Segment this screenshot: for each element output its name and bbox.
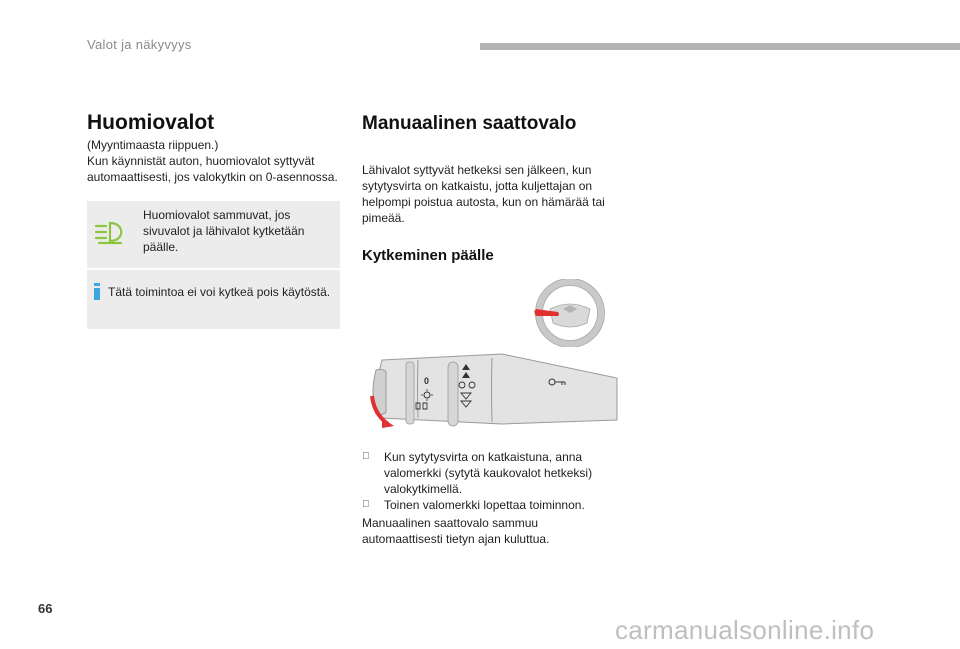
- checkbox-bullet-icon: [362, 497, 372, 513]
- stalk-position-zero-label: 0: [424, 376, 430, 386]
- section-title: Valot ja näkyvyys: [87, 37, 192, 52]
- subheading-switch-on: Kytkeminen päälle: [362, 247, 494, 264]
- paragraph-guide-me-home: Lähivalot syttyvät hetkeksi sen jälkeen, kun sytytysvirta on katkaistu, jotta kuljettajan on helpompi poistua autosta, kun on hämärää tai pimeää.: [362, 163, 605, 225]
- daytime-running-lamp-icon: [94, 220, 128, 246]
- paragraph-auto-off: Manuaalinen saattovalo sammuu automaattisesti tietyn ajan kuluttua.: [362, 516, 550, 546]
- paragraph-country: (Myyntimaasta riippuen.): [87, 138, 219, 152]
- paragraph-daytime-lights: Kun käynnistät auton, huomiovalot syttyvät automaattisesti, jos valokytkin on 0-asennossa.: [87, 154, 338, 184]
- bullet-text: Kun sytytysvirta on katkaistuna, anna valomerkki (sytytä kaukovalot hetkeksi) valokytkimellä.: [384, 450, 593, 496]
- note-lights-off: Huomiovalot sammuvat, jos sivuvalot ja lähivalot kytketään päälle.: [143, 208, 305, 254]
- info-icon: [94, 283, 100, 300]
- checkbox-bullet-icon: [362, 449, 372, 465]
- header-rule: [480, 43, 960, 50]
- light-switch-stalk-illustration: [362, 348, 620, 430]
- page-number: 66: [38, 601, 53, 616]
- heading-guide-me-home: Manuaalinen saattovalo: [362, 113, 577, 134]
- bullet-text: Toinen valomerkki lopettaa toiminnon.: [384, 498, 585, 512]
- note-divider: [87, 268, 340, 270]
- steering-wheel-illustration: [530, 279, 620, 347]
- watermark: carmanualsonline.info: [615, 615, 875, 645]
- note-cannot-disable: Tätä toimintoa ei voi kytkeä pois käytöstä.: [108, 285, 331, 299]
- heading-daytime-lights: Huomiovalot: [87, 111, 215, 134]
